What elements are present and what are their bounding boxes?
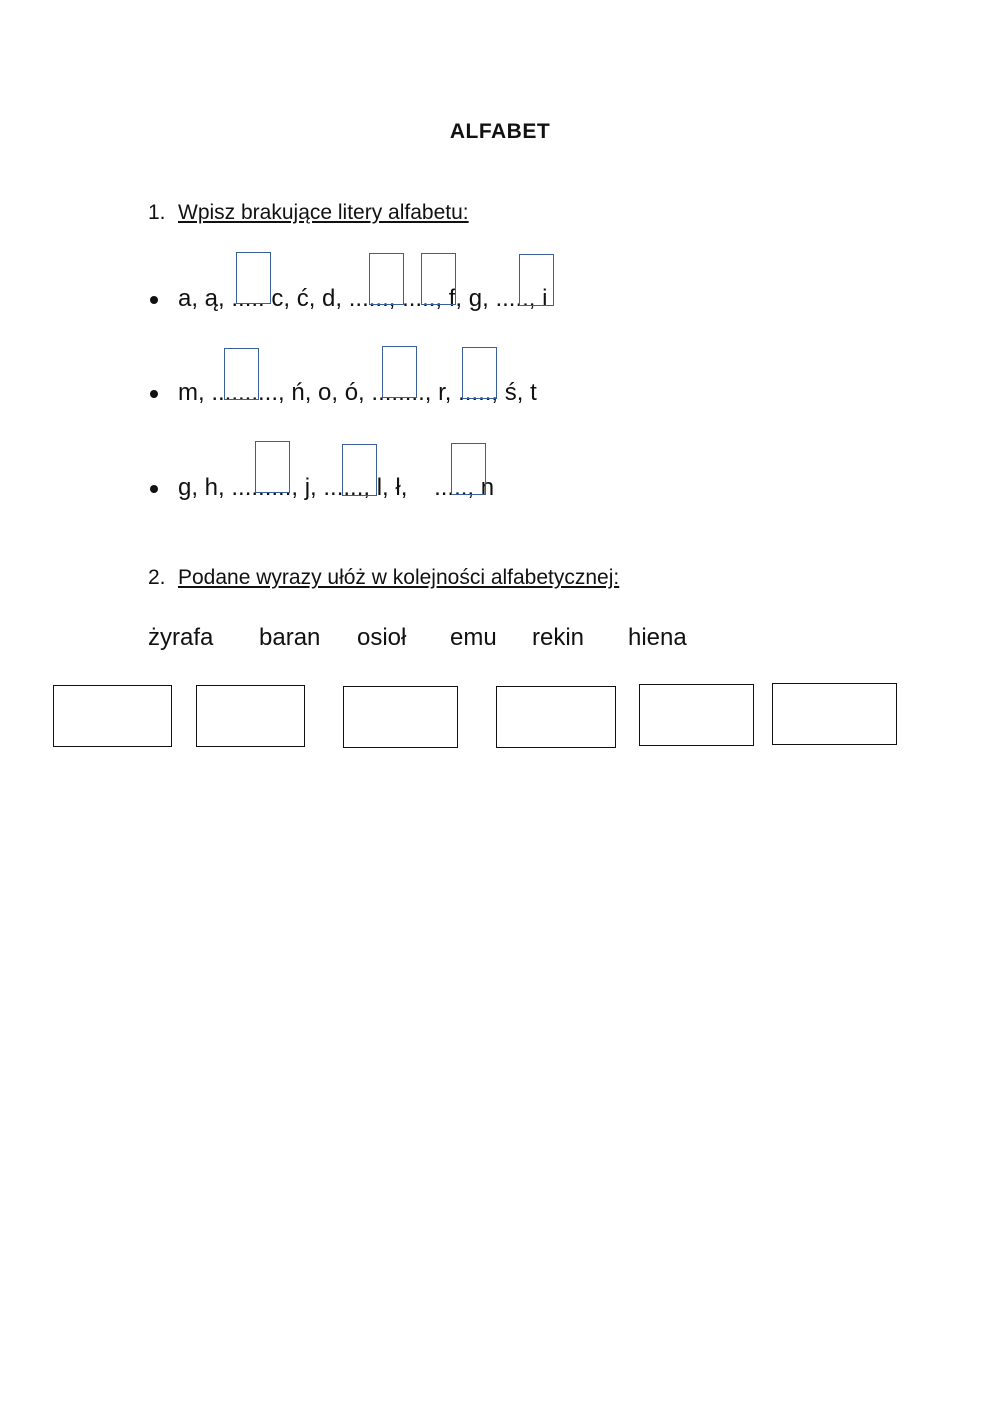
letter-input-box[interactable]: [342, 444, 377, 496]
letter-input-box[interactable]: [421, 253, 456, 305]
letter-input-box[interactable]: [451, 443, 486, 495]
bullet-dot: [150, 390, 158, 398]
task-1-instruction: Wpisz brakujące litery alfabetu:: [178, 201, 469, 224]
letter-input-box[interactable]: [236, 252, 271, 304]
word-item[interactable]: żyrafa: [148, 624, 214, 651]
letter-input-box[interactable]: [224, 348, 259, 400]
letter-input-box[interactable]: [255, 441, 290, 493]
task-1-heading: [148, 201, 648, 231]
page-title: ALFABET: [449, 120, 551, 143]
task-2-heading: [148, 566, 748, 596]
word-item[interactable]: emu: [450, 624, 497, 651]
bullet-dot: [150, 296, 158, 304]
word-item[interactable]: hiena: [628, 624, 687, 651]
word-item[interactable]: rekin: [532, 624, 585, 651]
answer-box[interactable]: [343, 686, 458, 748]
bullet-dot: [150, 485, 158, 493]
answer-box[interactable]: [772, 683, 897, 745]
answer-box[interactable]: [639, 684, 754, 746]
letter-input-box[interactable]: [369, 253, 404, 305]
answer-box[interactable]: [196, 685, 305, 747]
alphabet-line-1: a, ą, ..... c, ć, d, ......, ....., f, g, ....., i: [178, 285, 548, 312]
task-2-number: 2.: [148, 566, 166, 589]
alphabet-line-2: m, .........., ń, o, ó, ........, r, ....., ś, t: [178, 379, 537, 406]
answer-box[interactable]: [496, 686, 616, 748]
word-item[interactable]: baran: [259, 624, 321, 651]
task-1-number: 1.: [148, 201, 166, 224]
task-2-instruction: Podane wyrazy ułóż w kolejności alfabetycznej:: [178, 566, 620, 589]
answer-box[interactable]: [53, 685, 172, 747]
letter-input-box[interactable]: [519, 254, 554, 306]
letter-input-box[interactable]: [382, 346, 417, 398]
word-item[interactable]: osioł: [357, 624, 407, 651]
alphabet-line-3: g, h, ........., j, ......, l, ł, ....., n: [178, 474, 495, 501]
letter-input-box[interactable]: [462, 347, 497, 399]
